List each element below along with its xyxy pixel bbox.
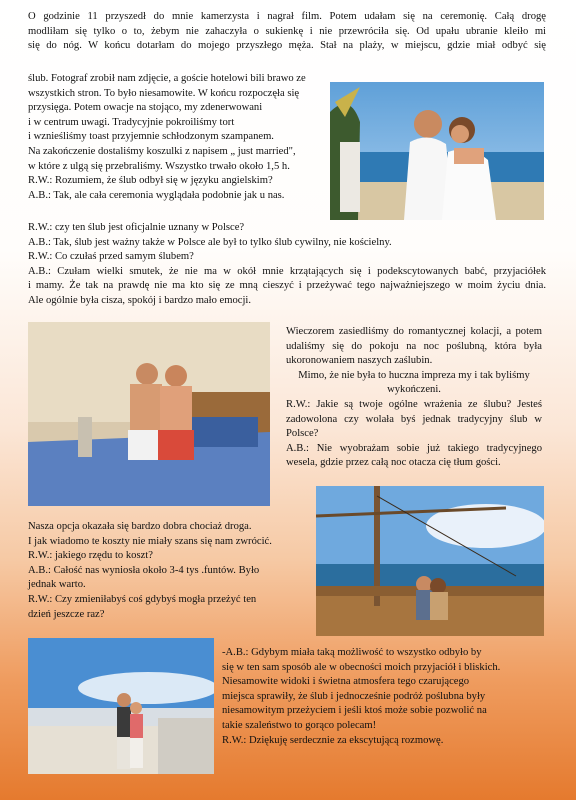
text-line: ślub. Fotograf zrobił nam zdjęcie, a goście hotelowi bili brawo ze xyxy=(28,73,306,84)
text-line: R.W.: Co czułaś przed samym ślubem? xyxy=(28,251,194,263)
text-line: i wznieśliśmy toast przyjemnie schłodzonym szampanem. xyxy=(28,131,274,143)
text-line: R.W.: Rozumiem, że ślub odbył się w języku angielskim? xyxy=(28,175,273,187)
text-line: A.B.: Tak, ale cała ceremonia wyglądała podobnie jak u nas. xyxy=(28,189,285,201)
photo-wedding-kiss xyxy=(330,82,544,220)
text-line: A.B.: Czułam wielki smutek, że nie ma w okół mnie krzątających się i podekscytowanych babć, przyjaciółek xyxy=(28,265,546,277)
photo-ship-deck xyxy=(316,486,544,636)
text-paragraph: A.B.: Nie wyobrażam sobie już takiego tradycyjnego wesela, gdzie przez całą noc otacza cię tłum gości. xyxy=(286,442,542,469)
text-line: I jak wiadomo te koszty nie miały szans się nam zwrócić. xyxy=(28,535,272,547)
right-column-evening xyxy=(286,325,542,471)
text-line: niesamowitym przeżyciem i jeśli ktoś może sobie pozwolić na xyxy=(222,705,487,717)
text-paragraph: Mimo, że nie była to huczna impreza my i tak byliśmy wykończeni. xyxy=(298,369,530,396)
text-line: Niesamowite widoki i świetna atmosfera tego czarującego xyxy=(222,676,470,688)
text-line: R.W.: czy ten ślub jest oficjalnie uznany w Polsce? xyxy=(28,222,245,233)
left-column-ceremony xyxy=(28,72,330,203)
text-line: Ale ogólnie była cisza, spokój i bardzo mało emocji. xyxy=(28,294,251,306)
text-line: Nasza opcja okazała się bardzo dobra chociaż droga. xyxy=(28,521,252,532)
text-line: i mamy. Że tak na prawdę nie ma kto się ze mną cieszyć i przeżywać tego najważniejszego w moim życiu dnia. xyxy=(28,280,546,292)
photo-couple-seaside xyxy=(28,638,214,774)
text-line: i w centrum uwagi. Tradycyjnie pokroiliśmy tort xyxy=(28,116,235,128)
text-line: jednak warto. xyxy=(28,579,86,591)
text-line: R.W.: Dziękuję serdecznie za ekscytującą rozmowę. xyxy=(222,734,444,746)
text-line: A.B.: Całość nas wyniosła około 3-4 tys .funtów. Było xyxy=(28,564,260,576)
text-line: R.W.: jakiego rzędu to koszt? xyxy=(28,550,153,562)
text-line: się w ten sam sposób ale w obecności moich przyjaciół i bliskich. xyxy=(222,661,501,673)
text-line: R.W.: Czy zmieniłabyś coś gdybyś mogła przeżyć ten xyxy=(28,593,257,605)
text-paragraph: R.W.: Jakie są twoje ogólne wrażenia ze ślubu? Jesteś zadowolona czy wolała byś jednak tradycyjny ślub w Polsce? xyxy=(286,398,542,440)
text-line: się do nóg. W końcu dotarłam do mojego przyszłego męża. Stał na plaży, w miejscu, gdzie miał odbyć się xyxy=(28,40,546,52)
text-line: Na zakończenie dostaliśmy koszulki z napisem „ just married", xyxy=(28,145,296,157)
text-line: dzień jeszcze raz? xyxy=(28,608,105,620)
full-width-interview xyxy=(28,221,546,309)
left-column-costs xyxy=(28,520,304,622)
text-line: wszystkich stron. To było niesamowite. W końcu rozpoczęła się xyxy=(28,87,300,99)
text-line: miejsca sprawiły, że ślub i jednocześnie podróż poślubna były xyxy=(222,690,486,702)
photo-hotel-room xyxy=(28,322,270,506)
text-paragraph: Wieczorem zasiedliśmy do romantycznej kolacji, a potem udaliśmy się do pokoju na noc poślubną, która była ukoronowaniem naszych zaślubin. xyxy=(286,326,542,367)
text-line: A.B.: Tak, ślub jest ważny także w Polsce ale był to tylko ślub cywilny, nie kościelny. xyxy=(28,236,392,248)
text-line: takie szaleństwo to gorąco polecam! xyxy=(222,719,377,731)
intro-paragraph xyxy=(28,10,546,54)
text-line: w które z ulgą się przebraliśmy. Wszystko trwało około 1,5 h. xyxy=(28,160,290,172)
text-line: O godzinie 11 przyszedł do mnie kamerzysta i nagrał film. Potem udałam się na ceremonię. Całą drogę xyxy=(28,11,546,22)
text-line: przysięga. Potem owacje na stojąco, my zdenerwowani xyxy=(28,102,263,114)
text-line: modliłam się tylko o to, żebym nie zahaczyła o sukienkę i nie przewróciła się. Od upału ubranie kleiło mi xyxy=(28,25,546,37)
right-column-summary xyxy=(222,646,544,748)
text-line: -A.B.: Gdybym miała taką możliwość to wszystko odbyło by xyxy=(222,647,482,658)
